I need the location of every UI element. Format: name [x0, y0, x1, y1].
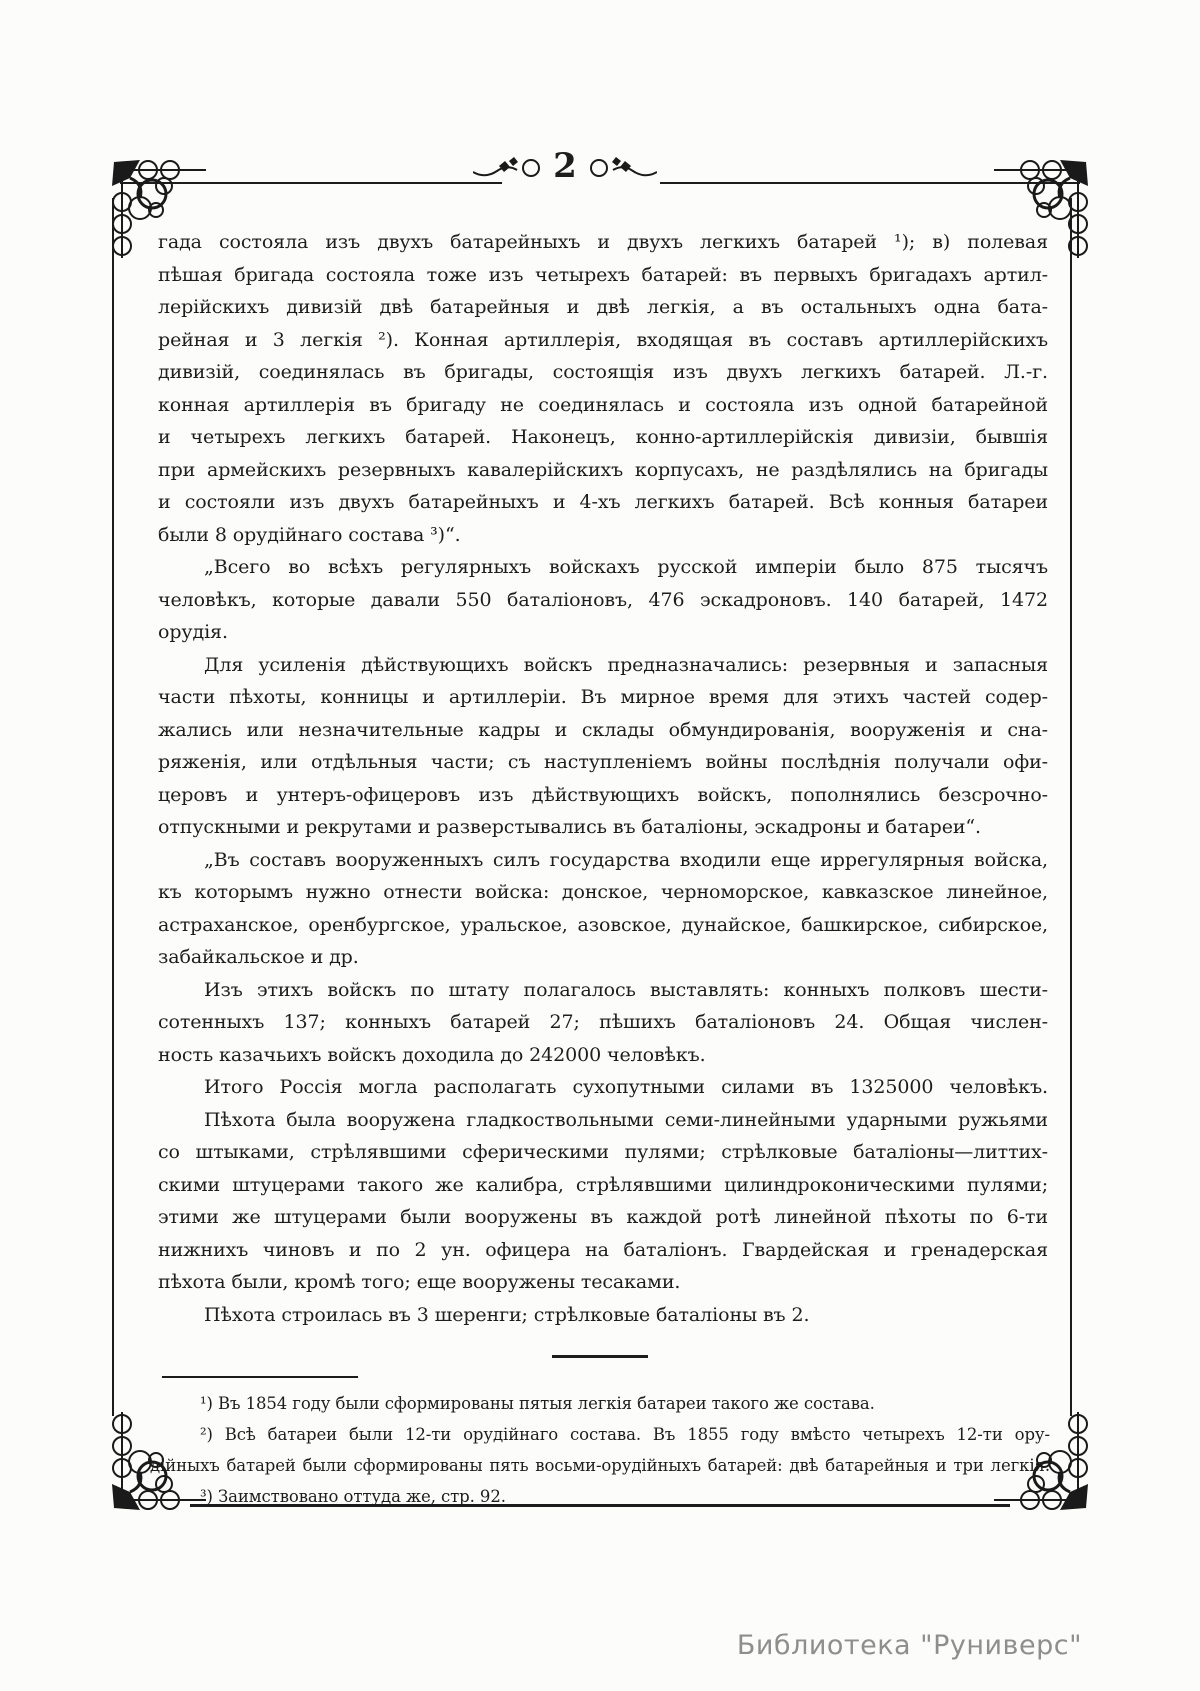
- footnote-line: ³) Заимствовано оттуда же, стр. 92.: [200, 1487, 506, 1506]
- watermark: Библиотека "Руниверс": [736, 1630, 1082, 1661]
- text-line: Пѣхота была вооружена гладкоствольными семи-линейными ударными ружьями: [204, 1108, 1048, 1131]
- text-line: пѣшая бригада состояла тоже изъ четырехъ батарей: въ первыхъ бригадахъ артил-: [158, 263, 1048, 286]
- text-line: къ которымъ нужно отнести войска: донское, черноморское, кавказское линейное,: [158, 881, 1048, 903]
- text-line: жались или незначительные кадры и склады обмундированія, вооруженія и сна-: [158, 718, 1048, 741]
- text-line: сотенныхъ 137; конныхъ батарей 27; пѣшихъ баталіоновъ 24. Общая числен-: [158, 1011, 1048, 1033]
- footnote-line: дійныхъ батарей были сформированы пять восьми-орудійныхъ батарей: двѣ батарейныя и три легкія.: [150, 1456, 1050, 1475]
- text-line: и четырехъ легкихъ батарей. Наконецъ, конно-артиллерійскія дивизіи, бывшія: [158, 426, 1048, 448]
- text-line: этими же штуцерами были вооружены въ каждой ротѣ линейной пѣхоты по 6-ти: [158, 1206, 1048, 1228]
- text-line: „Всего во всѣхъ регулярныхъ войскахъ русской имперіи было 875 тысячъ: [204, 556, 1048, 578]
- text-line: гада состояла изъ двухъ батарейныхъ и двухъ легкихъ батарей ¹); в) полевая: [158, 231, 1048, 253]
- text-line: человѣкъ, которые давали 550 баталіоновъ, 476 эскадроновъ. 140 батарей, 1472: [158, 588, 1048, 611]
- footnote-line: ¹) Въ 1854 году были сформированы пятыя легкія батареи такого же состава.: [200, 1394, 875, 1413]
- text-line: церовъ и унтеръ-офицеровъ изъ дѣйствующихъ войскъ, пополнялись безсрочно-: [158, 783, 1048, 806]
- page-header: [462, 138, 668, 194]
- text-line: астраханское, оренбургское, уральское, азовское, дунайское, башкирское, сибирское,: [158, 913, 1048, 936]
- text-line: пѣхота были, кромѣ того; еще вооружены тесаками.: [158, 1271, 681, 1293]
- text-line: лерійскихъ дивизій двѣ батарейныя и двѣ легкія, а въ остальныхъ одна бата-: [158, 296, 1048, 318]
- footnotes: [150, 1388, 1050, 1512]
- text-line: были 8 орудійнаго состава ³)“.: [158, 523, 461, 546]
- text-line: „Въ составъ вооруженныхъ силъ государства входили еще иррегулярныя войска,: [204, 848, 1048, 871]
- text-line: ность казачьихъ войскъ доходила до 242000 человѣкъ.: [158, 1043, 706, 1066]
- footnote-line: ²) Всѣ батареи были 12-ти орудійнаго состава. Въ 1855 году вмѣсто четырехъ 12-ти ору-: [200, 1425, 1050, 1444]
- footnote-separator: [162, 1376, 358, 1378]
- text-line: и состояли изъ двухъ батарейныхъ и 4-хъ легкихъ батарей. Всѣ конныя батареи: [158, 491, 1048, 513]
- right-border-rule: [1070, 198, 1072, 1416]
- header-flourish-left: [473, 148, 543, 184]
- text-line: отпускными и рекрутами и разверстывались въ баталіоны, эскадроны и батареи“.: [158, 816, 981, 838]
- text-line: нижнихъ чиновъ и по 2 ун. офицера на баталіонъ. Гвардейская и гренадерская: [158, 1238, 1048, 1261]
- page-number: 2: [553, 146, 577, 186]
- text-line: забайкальское и др.: [158, 946, 359, 968]
- text-line: при армейскихъ резервныхъ кавалерійскихъ корпусахъ, не раздѣлялись на бригады: [158, 458, 1048, 481]
- text-line: Для усиленія дѣйствующихъ войскъ предназначались: резервныя и запасныя: [204, 653, 1048, 676]
- text-line: скими штуцерами такого же калибра, стрѣлявшими цилиндроконическими пулями;: [158, 1173, 1048, 1196]
- body-text: [158, 226, 1048, 1331]
- text-line: Итого Россія могла располагать сухопутными силами въ 1325000 человѣкъ.: [204, 1076, 1048, 1098]
- text-line: ряженія, или отдѣльныя части; съ наступленіемъ войны послѣднія получали офи-: [158, 751, 1048, 773]
- text-line: Изъ этихъ войскъ по штату полагалось выставлять: конныхъ полковъ шести-: [204, 978, 1048, 1001]
- text-line: конная артиллерія въ бригаду не соединялась и состояла изъ одной батарейной: [158, 393, 1048, 416]
- text-line: рейная и 3 легкія ²). Конная артиллерія, входящая въ составъ артиллерійскихъ: [158, 328, 1048, 351]
- text-line: орудія.: [158, 621, 228, 643]
- text-line: со штыками, стрѣлявшими сферическими пулями; стрѣлковые баталіоны—литтих-: [158, 1141, 1048, 1163]
- text-line: Пѣхота строилась въ 3 шеренги; стрѣлковые баталіоны въ 2.: [204, 1303, 810, 1326]
- text-line: части пѣхоты, конницы и артиллеріи. Въ мирное время для этихъ частей содер-: [158, 686, 1048, 708]
- left-border-rule: [112, 198, 114, 1416]
- header-flourish-right: [587, 148, 657, 184]
- section-divider: [552, 1355, 648, 1358]
- text-line: дивизій, соединялась въ бригады, состоящія изъ двухъ легкихъ батарей. Л.-г.: [158, 361, 1048, 383]
